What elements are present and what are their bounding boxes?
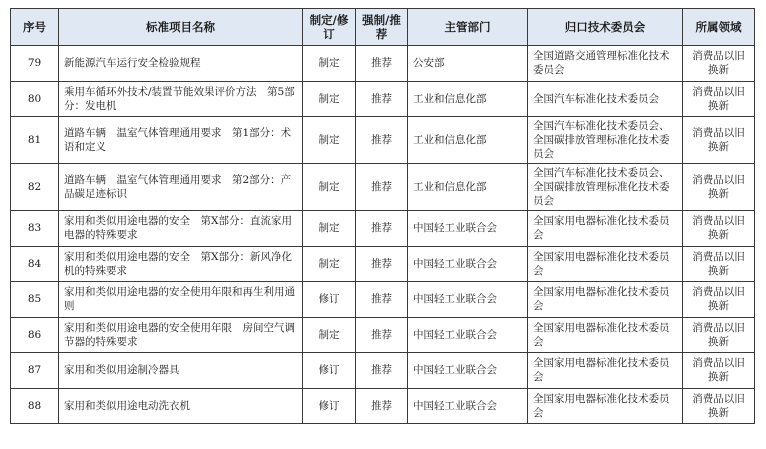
- row-type: 制定: [303, 246, 356, 282]
- header-dept: 主管部门: [408, 9, 528, 46]
- row-name: 家用和类似用途电器的安全使用年限 房间空气调节器的特殊要求: [59, 317, 303, 353]
- row-committee: 全国家用电器标准化技术委员会: [528, 246, 683, 282]
- row-field: 消费品以旧换新: [683, 211, 755, 247]
- row-committee: 全国汽车标准化技术委员会、全国碳排放管理标准化技术委员会: [528, 117, 683, 164]
- row-name: 家用和类似用途电器的安全 第X部分：新风净化机的特殊要求: [59, 246, 303, 282]
- row-type: 制定: [303, 317, 356, 353]
- row-field: 消费品以旧换新: [683, 246, 755, 282]
- row-name: 道路车辆 温室气体管理通用要求 第1部分：术语和定义: [59, 117, 303, 164]
- row-committee: 全国家用电器标准化技术委员会: [528, 317, 683, 353]
- row-name: 新能源汽车运行安全检验规程: [59, 46, 303, 82]
- row-committee: 全国家用电器标准化技术委员会: [528, 353, 683, 389]
- row-committee: 全国家用电器标准化技术委员会: [528, 388, 683, 424]
- row-nature: 推荐: [356, 164, 408, 211]
- row-field: 消费品以旧换新: [683, 46, 755, 82]
- table-row: [11, 164, 755, 211]
- row-dept: 中国轻工业联合会: [408, 211, 528, 247]
- row-dept: 公安部: [408, 46, 528, 82]
- header-field: 所属领域: [683, 9, 755, 46]
- row-field: 消费品以旧换新: [683, 81, 755, 117]
- header-no: 序号: [11, 9, 59, 46]
- row-type: 制定: [303, 81, 356, 117]
- table-row: [11, 46, 755, 82]
- row-name: 家用和类似用途电器的安全 第X部分：直流家用电器的特殊要求: [59, 211, 303, 247]
- table-row: [11, 317, 755, 353]
- row-field: 消费品以旧换新: [683, 388, 755, 424]
- header-type: 制定/修订: [303, 9, 356, 46]
- table-header-row: [11, 9, 755, 46]
- row-name: 道路车辆 温室气体管理通用要求 第2部分：产品碳足迹标识: [59, 164, 303, 211]
- row-field: 消费品以旧换新: [683, 353, 755, 389]
- row-no: 84: [11, 246, 59, 282]
- standards-table: [10, 8, 755, 424]
- row-type: 制定: [303, 164, 356, 211]
- row-type: 制定: [303, 117, 356, 164]
- row-dept: 工业和信息化部: [408, 164, 528, 211]
- row-nature: 推荐: [356, 317, 408, 353]
- row-nature: 推荐: [356, 211, 408, 247]
- row-field: 消费品以旧换新: [683, 282, 755, 318]
- row-name: 家用和类似用途电动洗衣机: [59, 388, 303, 424]
- row-committee: 全国家用电器标准化技术委员会: [528, 211, 683, 247]
- row-committee: 全国汽车标准化技术委员会、全国碳排放管理标准化技术委员会: [528, 164, 683, 211]
- row-nature: 推荐: [356, 117, 408, 164]
- table-row: [11, 353, 755, 389]
- row-dept: 中国轻工业联合会: [408, 282, 528, 318]
- row-committee: 全国道路交通管理标准化技术委员会: [528, 46, 683, 82]
- table-row: [11, 117, 755, 164]
- row-name: 家用和类似用途电器的安全使用年限和再生利用通则: [59, 282, 303, 318]
- row-no: 88: [11, 388, 59, 424]
- row-dept: 中国轻工业联合会: [408, 388, 528, 424]
- row-dept: 工业和信息化部: [408, 81, 528, 117]
- row-no: 87: [11, 353, 59, 389]
- row-nature: 推荐: [356, 81, 408, 117]
- header-committee: 归口技术委员会: [528, 9, 683, 46]
- row-nature: 推荐: [356, 46, 408, 82]
- table-row: [11, 388, 755, 424]
- row-no: 80: [11, 81, 59, 117]
- row-nature: 推荐: [356, 353, 408, 389]
- table-row: [11, 282, 755, 318]
- row-no: 86: [11, 317, 59, 353]
- header-nature: 强制/推荐: [356, 9, 408, 46]
- row-field: 消费品以旧换新: [683, 164, 755, 211]
- row-nature: 推荐: [356, 388, 408, 424]
- row-committee: 全国汽车标准化技术委员会: [528, 81, 683, 117]
- row-nature: 推荐: [356, 246, 408, 282]
- table-row: [11, 246, 755, 282]
- row-no: 85: [11, 282, 59, 318]
- standards-table-container: [10, 8, 755, 424]
- table-row: [11, 211, 755, 247]
- row-name: 乘用车循环外技术/装置节能效果评价方法 第5部分：发电机: [59, 81, 303, 117]
- row-type: 修订: [303, 282, 356, 318]
- row-field: 消费品以旧换新: [683, 317, 755, 353]
- row-field: 消费品以旧换新: [683, 117, 755, 164]
- header-name: 标准项目名称: [59, 9, 303, 46]
- row-no: 79: [11, 46, 59, 82]
- row-dept: 中国轻工业联合会: [408, 353, 528, 389]
- table-row: [11, 81, 755, 117]
- row-dept: 中国轻工业联合会: [408, 246, 528, 282]
- row-dept: 工业和信息化部: [408, 117, 528, 164]
- row-name: 家用和类似用途制冷器具: [59, 353, 303, 389]
- row-type: 制定: [303, 46, 356, 82]
- row-nature: 推荐: [356, 282, 408, 318]
- row-dept: 中国轻工业联合会: [408, 317, 528, 353]
- row-no: 81: [11, 117, 59, 164]
- row-no: 83: [11, 211, 59, 247]
- row-no: 82: [11, 164, 59, 211]
- row-committee: 全国家用电器标准化技术委员会: [528, 282, 683, 318]
- row-type: 制定: [303, 211, 356, 247]
- row-type: 修订: [303, 388, 356, 424]
- row-type: 修订: [303, 353, 356, 389]
